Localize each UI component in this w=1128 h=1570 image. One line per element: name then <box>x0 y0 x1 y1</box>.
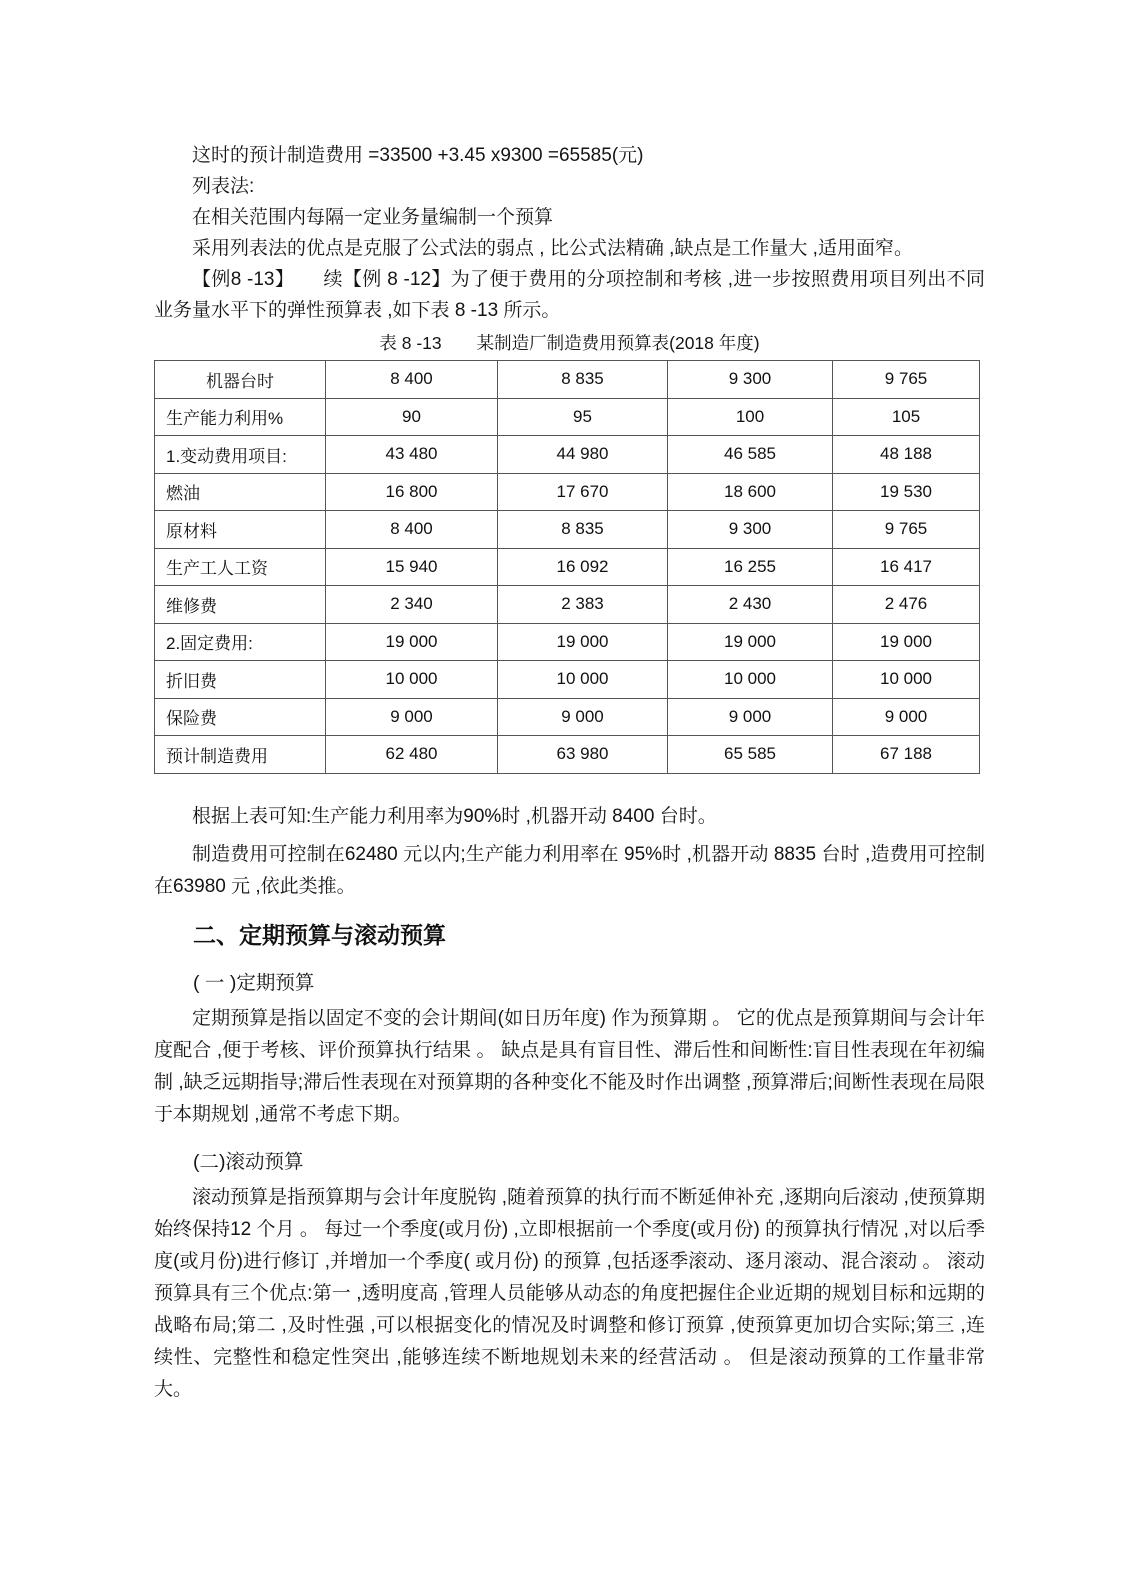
row-label: 原材料 <box>155 511 326 549</box>
table-row <box>155 736 980 774</box>
table-cell: 19 530 <box>833 473 980 511</box>
budget-table <box>154 360 980 774</box>
row-label: 保险费 <box>155 698 326 736</box>
table-cell: 19 000 <box>668 623 833 661</box>
row-label: 生产能力利用% <box>155 398 326 436</box>
table-cell: 9 300 <box>668 511 833 549</box>
table-cell: 9 000 <box>498 698 668 736</box>
table-row <box>155 436 980 474</box>
table-cell: 2 476 <box>833 586 980 624</box>
table-row <box>155 361 980 399</box>
table-cell: 46 585 <box>668 436 833 474</box>
rolling-budget-paragraph: 滚动预算是指预算期与会计年度脱钩 ,随着预算的执行而不断延伸补充 ,逐期向后滚动 ,使预算期始终保持12 个月 。 每过一个季度(或月份) ,立即根据前一个季度(或月份) 的预算执行情况 ,对以后季度(或月份)进行修订 ,并增加一个季度( 或月份) 的预算 ,包括逐季滚动、逐月滚动、混合滚动 。 滚动预算具有三个优点:第一 ,透明度高 ,管理人员能够从动态的角度把握住企业近期的规划目标和远期的战略布局;第二 ,及时性强 ,可以根据变化的情况及时调整和修订预算 ,使预算更加切合实际;第三 ,连续性、完整性和稳定性突出 ,能够连续不断地规划未来的经营活动 。 但是滚动预算的工作量非常大。 <box>154 1186 985 1400</box>
row-label: 预计制造费用 <box>155 736 326 774</box>
table-cell: 2 383 <box>498 586 668 624</box>
table-cell: 67 188 <box>833 736 980 774</box>
table-cell: 15 940 <box>326 548 498 586</box>
table-cell: 16 092 <box>498 548 668 586</box>
row-label: 机器台时 <box>155 361 326 399</box>
list-method-pros-cons: 采用列表法的优点是克服了公式法的弱点 , 比公式法精确 ,缺点是工作量大 ,适用面窄。 <box>192 238 913 259</box>
table-cell: 43 480 <box>326 436 498 474</box>
example-8-13-paragraph: 【例8 -13】 续【例 8 -12】为了便于费用的分项控制和考核 ,进一步按照费用项目列出不同业务量水平下的弹性预算表 ,如下表 8 -13 所示。 <box>154 269 985 321</box>
table-row <box>155 548 980 586</box>
table-cell: 62 480 <box>326 736 498 774</box>
section-heading: 二、定期预算与滚动预算 <box>193 921 446 948</box>
table-row <box>155 698 980 736</box>
row-label: 折旧费 <box>155 661 326 699</box>
table-cell: 8 400 <box>326 511 498 549</box>
table-cell: 9 300 <box>668 361 833 399</box>
table-row <box>155 511 980 549</box>
subsection-2-heading: (二)滚动预算 <box>193 1150 304 1173</box>
table-conclusion-1: 根据上表可知:生产能力利用率为90%时 ,机器开动 8400 台时。 <box>192 805 717 827</box>
periodic-budget-paragraph: 定期预算是指以固定不变的会计期间(如日历年度) 作为预算期 。 它的优点是预算期间与会计年度配合 ,便于考核、评价预算执行结果 。 缺点是具有盲目性、滞后性和间断性:盲目性表现在年初编制 ,缺乏远期指导;滞后性表现在对预算期的各种变化不能及时作出调整 ,预算滞后;间断性表现在局限于本期规划 ,通常不考虑下期。 <box>154 1007 985 1125</box>
subsection-1-heading: ( 一 )定期预算 <box>193 971 315 994</box>
table-caption: 表 8 -13 某制造厂制造费用预算表(2018 年度) <box>379 333 760 353</box>
table-cell: 10 000 <box>326 661 498 699</box>
table-row <box>155 398 980 436</box>
table-cell: 9 000 <box>668 698 833 736</box>
table-cell: 18 600 <box>668 473 833 511</box>
table-row <box>155 473 980 511</box>
formula-line: 这时的预计制造费用 =33500 +3.45 x9300 =65585(元) <box>192 145 644 166</box>
table-cell: 8 835 <box>498 361 668 399</box>
row-label: 维修费 <box>155 586 326 624</box>
table-cell: 44 980 <box>498 436 668 474</box>
table-row <box>155 586 980 624</box>
row-label: 1.变动费用项目: <box>155 436 326 474</box>
table-row <box>155 623 980 661</box>
table-cell: 16 255 <box>668 548 833 586</box>
table-row <box>155 661 980 699</box>
table-cell: 9 000 <box>833 698 980 736</box>
row-label: 燃油 <box>155 473 326 511</box>
table-cell: 9 765 <box>833 511 980 549</box>
row-label: 2.固定费用: <box>155 623 326 661</box>
table-cell: 19 000 <box>326 623 498 661</box>
table-cell: 48 188 <box>833 436 980 474</box>
table-cell: 17 670 <box>498 473 668 511</box>
table-cell: 8 400 <box>326 361 498 399</box>
table-cell: 65 585 <box>668 736 833 774</box>
table-cell: 2 430 <box>668 586 833 624</box>
table-conclusion-2: 制造费用可控制在62480 元以内;生产能力利用率在 95%时 ,机器开动 8835 台时 ,造费用可控制在63980 元 ,依此类推。 <box>154 843 985 897</box>
table-cell: 19 000 <box>833 623 980 661</box>
table-cell: 10 000 <box>833 661 980 699</box>
table-cell: 16 800 <box>326 473 498 511</box>
table-cell: 9 765 <box>833 361 980 399</box>
table-cell: 19 000 <box>498 623 668 661</box>
row-label: 生产工人工资 <box>155 548 326 586</box>
table-cell: 8 835 <box>498 511 668 549</box>
table-cell: 10 000 <box>498 661 668 699</box>
table-cell: 9 000 <box>326 698 498 736</box>
list-method-label: 列表法: <box>192 176 255 197</box>
list-method-desc: 在相关范围内每隔一定业务量编制一个预算 <box>192 207 554 228</box>
table-cell: 90 <box>326 398 498 436</box>
table-cell: 63 980 <box>498 736 668 774</box>
table-cell: 105 <box>833 398 980 436</box>
table-cell: 2 340 <box>326 586 498 624</box>
table-cell: 10 000 <box>668 661 833 699</box>
table-cell: 16 417 <box>833 548 980 586</box>
table-cell: 95 <box>498 398 668 436</box>
table-cell: 100 <box>668 398 833 436</box>
